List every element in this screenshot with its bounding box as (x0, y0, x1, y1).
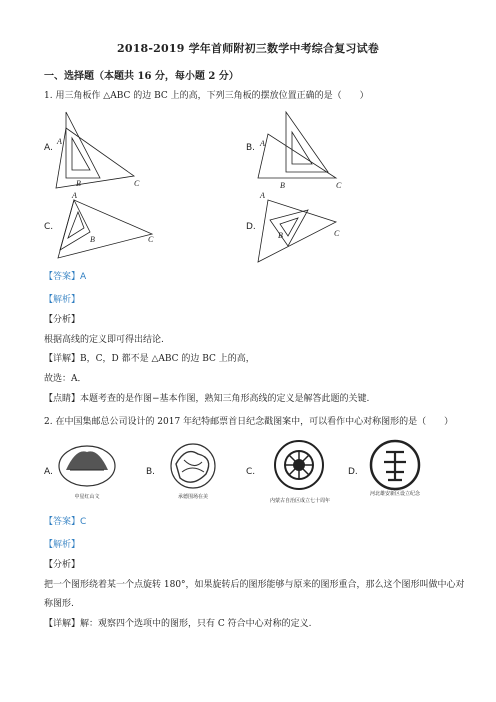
stamp-a-caption: 中星红山文 (74, 494, 100, 500)
fenxi-tag: 【分析】 (44, 560, 81, 570)
vertex-c: C (334, 229, 340, 238)
q1-option-a-label: A. (44, 143, 53, 153)
q2-stamp-a (56, 440, 118, 498)
stamp-c-caption: 内蒙古自治区成立七十周年 (269, 498, 330, 504)
vertex-b: B (76, 179, 81, 188)
q2-option-a-label: A. (44, 467, 53, 477)
xiangjie-text: 【详解】B，C，D 都不是 △ABC 的边 BC 上的高， (44, 354, 255, 364)
question-1-stem: 1. 用三角板作 △ABC 的边 BC 上的高，下列三角板的摆放位置正确的是（ ） (44, 91, 369, 101)
section-heading: 一、选择题（本题共 16 分，每小题 2 分） (44, 71, 239, 82)
page-title: 2018-2019 学年首师附初三数学中考综合复习试卷 (116, 42, 380, 55)
fenxi-tag: 【分析】 (44, 315, 81, 325)
vertex-c: C (148, 235, 154, 244)
vertex-a: A (57, 137, 62, 146)
guze-text: 故选：A． (44, 374, 87, 384)
vertex-a: A (72, 192, 77, 200)
vertex-b: B (90, 235, 95, 244)
q1-option-c-label: C. (44, 222, 54, 232)
answer-tag: 【答案】 (44, 517, 81, 527)
q1-option-d-label: D. (246, 222, 256, 232)
answer-value: A (80, 272, 87, 282)
fenxi-text-2: 称图形. (44, 599, 74, 609)
vertex-c: C (336, 181, 342, 190)
question-2-stem: 2. 在中国集邮总公司设计的 2017 年纪特邮票首日纪念戳图案中，可以看作中心对称图形的是（ ） (44, 417, 454, 427)
analysis-tag: 【解析】 (44, 295, 81, 305)
q1-option-c-figure (54, 192, 164, 264)
q2-option-b-label: B. (146, 467, 156, 477)
q2-stamp-c (268, 438, 330, 498)
triangle-abc (56, 128, 134, 188)
vertex-b: B (278, 231, 283, 240)
dianjing-text: 【点睛】本题考查的是作图−基本作图，熟知三角形高线的定义是解答此题的关键. (44, 394, 370, 404)
q1-option-b-figure (256, 108, 356, 190)
q1-option-b-label: B. (246, 143, 256, 153)
fenxi-text: 根据高线的定义即可得出结论. (44, 335, 164, 345)
q2-stamp-b (162, 440, 224, 498)
answer-value: C (80, 517, 87, 527)
vertex-c: C (134, 179, 140, 188)
vertex-b: B (280, 181, 285, 190)
analysis-tag: 【解析】 (44, 540, 81, 550)
q2-option-d-label: D. (348, 467, 358, 477)
q1-option-a-figure (54, 108, 154, 190)
q2-stamp-d (364, 438, 426, 498)
set-square (66, 112, 100, 178)
q1-option-d-figure (256, 190, 356, 264)
vertex-a: A (260, 139, 265, 148)
answer-tag: 【答案】 (44, 272, 81, 282)
vertex-a: A (260, 191, 265, 200)
q2-option-c-label: C. (246, 467, 256, 477)
stamp-d-caption: 河北雄安新区设立纪念 (369, 491, 420, 497)
fenxi-text-1: 把一个图形绕着某一个点旋转 180°，如果旋转后的图形能够与原来的图形重合，那么这个图形叫做中心对 (44, 580, 465, 590)
xiangjie-text: 【详解】解：观察四个选项中的图形，只有 C 符合中心对称的定义. (44, 619, 312, 629)
stamp-b-caption: 承德围场在美 (177, 494, 208, 500)
